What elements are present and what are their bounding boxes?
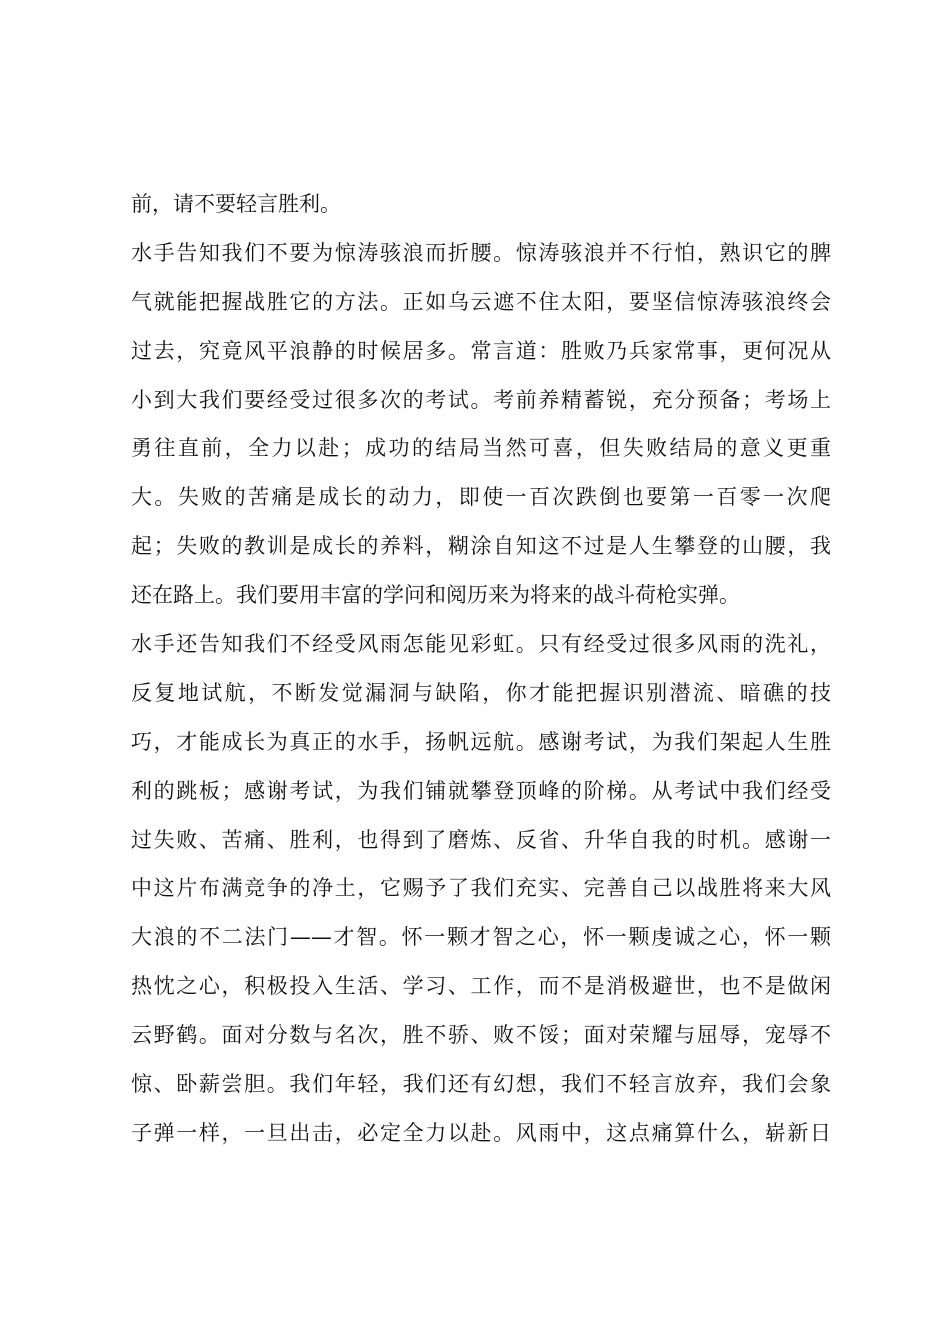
text-line: 勇往直前，全力以赴；成功的结局当然可喜，但失败结局的意义更重 — [131, 436, 831, 461]
text-line: 起；失败的教训是成长的养料，糊涂自知这不过是人生攀登的山腰，我 — [131, 534, 831, 559]
document-body — [131, 180, 831, 1158]
text-line: 水手还告知我们不经受风雨怎能见彩虹。只有经受过很多风雨的洗礼， — [131, 632, 831, 657]
text-line: 水手告知我们不要为惊涛骇浪而折腰。惊涛骇浪并不行怕，熟识它的脾 — [131, 240, 831, 265]
text-line: 惊、卧薪尝胆。我们年轻，我们还有幻想，我们不轻言放弃，我们会象 — [131, 1072, 831, 1097]
text-line: 气就能把握战胜它的方法。正如乌云遮不住太阳，要坚信惊涛骇浪终会 — [131, 289, 831, 314]
text-line: 还在路上。我们要用丰富的学问和阅历来为将来的战斗荷枪实弹。 — [131, 583, 740, 608]
text-line: 前，请不要轻言胜利。 — [131, 192, 341, 216]
text-line: 大浪的不二法门——才智。怀一颗才智之心，怀一颗虔诚之心，怀一颗 — [131, 925, 831, 950]
text-line: 巧，才能成长为真正的水手，扬帆远航。感谢考试，为我们架起人生胜 — [131, 729, 831, 754]
text-line: 热忱之心，积极投入生活、学习、工作，而不是消极避世，也不是做闲 — [131, 974, 831, 999]
text-line: 利的跳板；感谢考试，为我们铺就攀登顶峰的阶梯。从考试中我们经受 — [131, 778, 831, 803]
text-line: 过去，究竟风平浪静的时候居多。常言道：胜败乃兵家常事，更何况从 — [131, 338, 831, 363]
text-line: 云野鹤。面对分数与名次，胜不骄、败不馁；面对荣耀与屈辱，宠辱不 — [131, 1023, 831, 1048]
text-line: 小到大我们要经受过很多次的考试。考前养精蓄锐，充分预备；考场上 — [131, 387, 831, 412]
text-line: 过失败、苦痛、胜利，也得到了磨炼、反省、升华自我的时机。感谢一 — [131, 827, 831, 852]
text-line: 子弹一样，一旦出击，必定全力以赴。风雨中，这点痛算什么，崭新日 — [131, 1120, 831, 1145]
text-line: 中这片布满竞争的净土，它赐予了我们充实、完善自己以战胜将来大风 — [131, 876, 831, 901]
text-line: 反复地试航，不断发觉漏洞与缺陷，你才能把握识别潜流、暗礁的技 — [131, 680, 831, 705]
text-line: 大。失败的苦痛是成长的动力，即使一百次跌倒也要第一百零一次爬 — [131, 485, 831, 510]
